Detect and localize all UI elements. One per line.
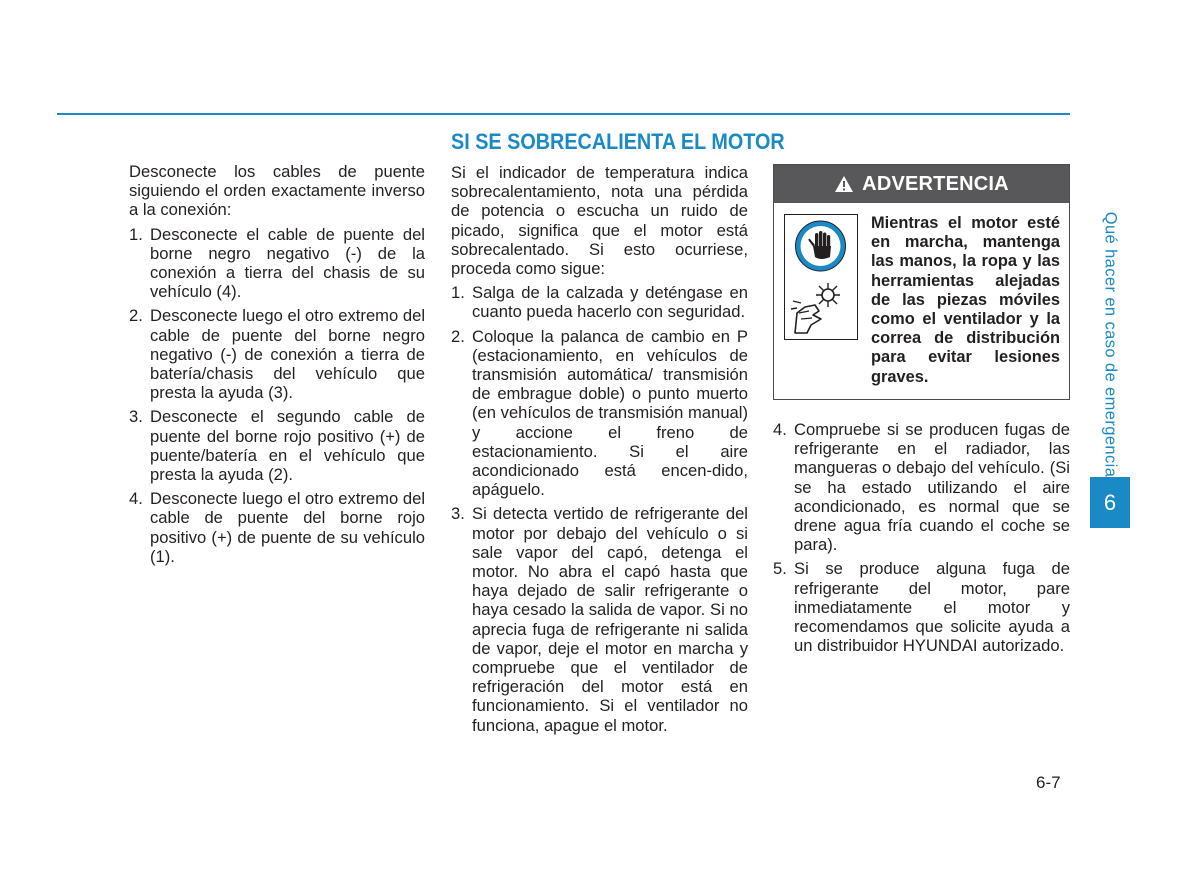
- step-text: Desconecte el cable de puente del borne negro negativo (-) de la conexión a tierra del chasis de su vehículo (4).: [150, 224, 425, 302]
- warning-body: [784, 214, 1060, 389]
- list-item: [451, 504, 748, 734]
- list-item: [129, 225, 425, 302]
- column-1-intro: Desconecte los cables de puente siguiendo el orden exactamente inverso a la conexión:: [129, 162, 425, 220]
- step-number: 4.: [129, 489, 143, 509]
- warning-box: [773, 164, 1070, 400]
- step-text: Coloque la palanca de cambio en P (estacionamiento, en vehículos de transmisión automática/ transmisión de embrague doble) o punto muerto (en vehículos de transmisión manual) y accione el freno de estacionamiento. Si el aire acondicionado está encen-dido, apáguelo.: [472, 326, 748, 500]
- list-item: [129, 306, 425, 402]
- step-text: Si se produce alguna fuga de refrigerante del motor, pare inmediatamente el motor y recomendamos que solicite ayuda a un distribuidor HYUNDAI autorizado.: [794, 559, 1070, 656]
- warning-title: ADVERTENCIA: [862, 172, 1009, 195]
- step-text: Compruebe si se producen fugas de refrigerante en el radiador, las mangueras o debajo del vehículo. (Si se ha estado utilizando el aire acondicionado, es normal que se drene agua fría cuando el coche se para).: [794, 420, 1070, 555]
- step-number: 1.: [451, 283, 465, 303]
- chapter-tab-label: Qué hacer en caso de emergencia: [1101, 211, 1120, 477]
- step-text: Desconecte luego el otro extremo del cable de puente del borne rojo positivo (+) de puente de su vehículo (1).: [150, 489, 425, 566]
- warning-text: Mientras el motor esté en marcha, mantenga las manos, la ropa y las herramientas alejadas de las piezas móviles como el ventilador y la correa de distribución para evitar lesiones graves.: [871, 214, 1060, 386]
- list-item: [773, 559, 1070, 655]
- column-2: [451, 163, 748, 735]
- list-item: [451, 283, 748, 321]
- warning-illustration-graphic: [785, 215, 856, 338]
- step-text: Desconecte luego el otro extremo del cable de puente del borne negro negativo (-) de conexión a tierra de batería/chasis del vehículo que presta la ayuda (3).: [150, 306, 425, 403]
- chapter-number: 6: [1103, 489, 1117, 515]
- column-3: [773, 420, 1070, 655]
- list-item: [129, 489, 425, 566]
- step-number: 2.: [129, 306, 143, 326]
- section-title: SI SE SOBRECALIENTA EL MOTOR: [451, 129, 785, 154]
- step-text: Salga de la calzada y deténgase en cuanto pueda hacerlo con seguridad.: [472, 283, 748, 322]
- warning-triangle-icon: [834, 175, 854, 193]
- list-item: [129, 407, 425, 484]
- list-item: [773, 420, 1070, 554]
- column-1: [129, 162, 425, 566]
- step-number: 3.: [451, 504, 465, 524]
- step-number: 1.: [129, 224, 143, 244]
- warning-illustration: [784, 214, 858, 340]
- list-item: [451, 327, 748, 500]
- chapter-number-box: [1090, 477, 1130, 528]
- step-number: 2.: [451, 326, 465, 346]
- step-text: Desconecte el segundo cable de puente del borne rojo positivo (+) de puente/batería en el vehículo que presta la ayuda (2).: [150, 407, 425, 485]
- column-3-steps: [773, 420, 1070, 655]
- column-1-steps: [129, 225, 425, 566]
- step-text: Si detecta vertido de refrigerante del motor por debajo del vehículo o si sale vapor del capó, detenga el motor. No abra el capó hasta que haya dejado de salir refrigerante o haya cesado la salida de vapor. Si no aprecia fuga de refrigerante ni salida de vapor, deje el motor en marcha y compruebe que el ventilador de refrigeración del motor está en funcionamiento. Si el ventilador no funciona, apague el motor.: [472, 504, 748, 735]
- step-number: 4.: [773, 420, 787, 439]
- column-2-steps: [451, 283, 748, 735]
- step-number: 5.: [773, 559, 787, 579]
- step-number: 3.: [129, 407, 143, 427]
- page-number: 6-7: [1036, 773, 1061, 792]
- chapter-side-tab: [1090, 211, 1130, 477]
- warning-header: [774, 165, 1069, 203]
- column-2-intro: Si el indicador de temperatura indica sobrecalentamiento, nota una pérdida de potencia o escucha un ruido de picado, significa que el motor está sobrecalentado. Si esto ocurriese, proceda como sigue:: [451, 163, 748, 279]
- hand-fan-icon: [791, 283, 840, 333]
- header-rule: [57, 113, 1070, 115]
